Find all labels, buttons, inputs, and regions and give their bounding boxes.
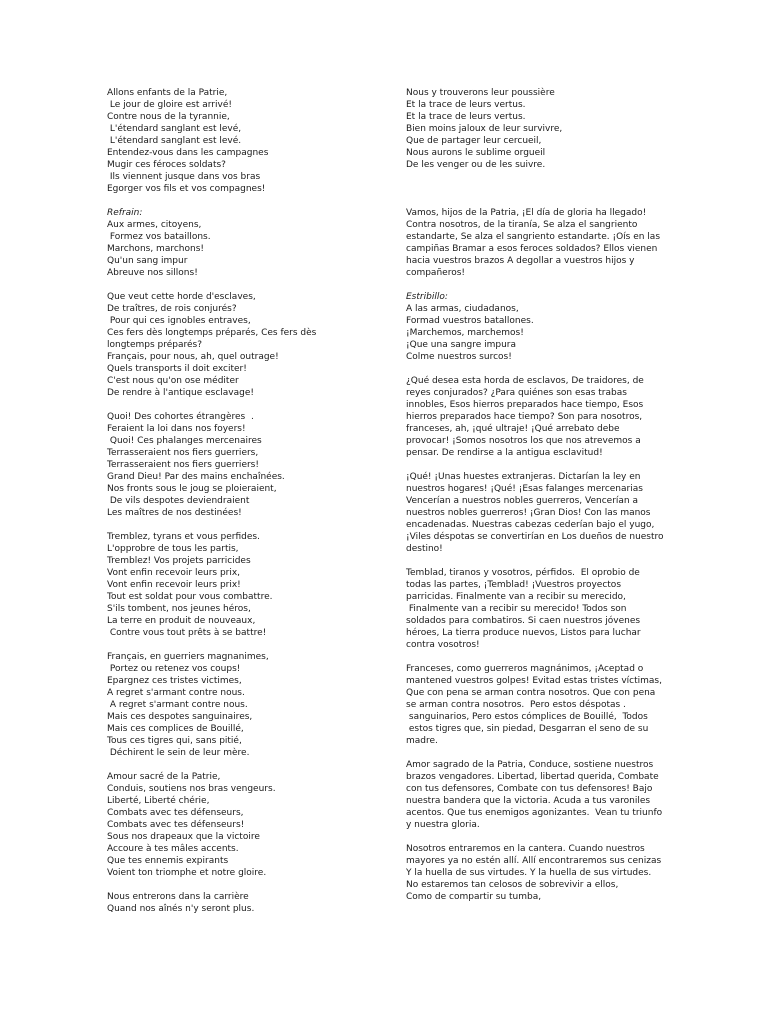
text-line: Que veut cette horde d'esclaves, <box>107 292 256 302</box>
text-line: Amor sagrado de la Patria, Conduce, sostiene nuestros <box>406 760 654 770</box>
text-line: Vont enfin recevoir leurs prix, <box>107 568 241 578</box>
text-line: L'étendard sanglant est levé. <box>107 136 242 146</box>
text-line: Temblad, tiranos y vosotros, pérfidos. El oprobio de <box>406 568 640 578</box>
text-line: contra vosotros! <box>406 640 480 650</box>
text-line: Quoi! Des cohortes étrangères . <box>107 412 254 422</box>
text-line: Que con pena se arman contra nosotros. Que con pena <box>406 688 656 698</box>
text-line: Tremblez! Vos projets parricides <box>107 556 251 566</box>
text-line: Entendez-vous dans les campagnes <box>107 148 269 158</box>
text-line: Déchirent le sein de leur mère. <box>107 748 250 758</box>
text-line: Portez ou retenez vos coups! <box>107 664 241 674</box>
text-line: Terrasseraient nos fiers guerriers! <box>107 460 259 470</box>
text-line: Mais ces despotes sanguinaires, <box>107 712 253 722</box>
text-line: Aux armes, citoyens, <box>107 220 202 230</box>
text-line: Como de compartir su tumba, <box>406 892 542 902</box>
text-line: Français, pour nous, ah, quel outrage! <box>107 352 279 362</box>
text-line: Pour qui ces ignobles entraves, <box>107 316 251 326</box>
text-line: De rendre à l'antique esclavage! <box>107 388 254 398</box>
text-line: C'est nous qu'on ose méditer <box>107 376 239 386</box>
text-line: hierros preparados hace tiempo? Son para nosotros, <box>406 412 643 422</box>
text-line: hacia vuestros brazos A degollar a vuestros hijos y <box>406 256 635 266</box>
spanish-verse-2 <box>406 375 668 459</box>
text-line: Grand Dieu! Par des mains enchaînées. <box>107 472 285 482</box>
text-line: mayores ya no estén allí. Allí encontraremos sus cenizas <box>406 856 662 866</box>
text-line: A regret s'armant contre nous. <box>107 700 248 710</box>
spanish-verse-1 <box>406 207 668 279</box>
text-line: Franceses, como guerreros magnánimos, ¡Aceptad o <box>406 664 644 674</box>
text-line: Sous nos drapeaux que la victoire <box>107 832 260 842</box>
spanish-verse-6 <box>406 759 668 831</box>
text-line: Le jour de gloire est arrivé! <box>107 100 232 110</box>
text-line: Nous y trouverons leur poussière <box>406 88 555 98</box>
text-line: Ils viennent jusque dans vos bras <box>107 172 261 182</box>
text-line: Formad vuestros batallones. <box>406 316 534 326</box>
text-line: parricidas. Finalmente van a recibir su merecido, <box>406 592 626 602</box>
text-line: Nos fronts sous le joug se ploieraient, <box>107 484 277 494</box>
text-line: nuestros nobles guerreros! ¡Gran Dios! Con las manos <box>406 508 651 518</box>
spanish-verse-7 <box>406 843 668 903</box>
text-line: Feraient la loi dans nos foyers! <box>107 424 246 434</box>
text-line: todas las partes, ¡Temblad! ¡Vuestros proyectos <box>406 580 622 590</box>
text-line: Vencerían a nuestros nobles guerreros, Vencerían a <box>406 496 639 506</box>
text-line: acentos. Que tus enemigos agonizantes. Vean tu triunfo <box>406 808 663 818</box>
text-line: innobles, Esos hierros preparados hace tiempo, Esos <box>406 400 644 410</box>
text-line: Accoure à tes mâles accents. <box>107 844 239 854</box>
text-line: Contre nous de la tyrannie, <box>107 112 230 122</box>
text-line: Liberté, Liberté chérie, <box>107 796 210 806</box>
text-line: campiñas Bramar a esos feroces soldados? Ellos vienen <box>406 244 658 254</box>
text-line: Français, en guerriers magnanimes, <box>107 652 269 662</box>
french-stanza-continuation <box>406 87 668 171</box>
stanza-5 <box>107 651 387 759</box>
text-line: Combats avec tes défenseurs, <box>107 808 244 818</box>
text-line: Formez vos bataillons. <box>107 232 211 242</box>
text-line: Et la trace de leurs vertus. <box>406 100 526 110</box>
text-line: De traîtres, de rois conjurés? <box>107 304 237 314</box>
stanza-3 <box>107 411 387 519</box>
text-line: Quoi! Ces phalanges mercenaires <box>107 436 262 446</box>
text-line: Nous aurons le sublime orgueil <box>406 148 546 158</box>
stanza-6 <box>107 771 387 879</box>
text-line: Quels transports il doit exciter! <box>107 364 247 374</box>
text-line: Epargnez ces tristes victimes, <box>107 676 242 686</box>
text-line: encadenadas. Nuestras cabezas cederían bajo el yugo, <box>406 520 655 530</box>
spanish-verse-4 <box>406 567 668 651</box>
text-line: sanguinarios, Pero estos cómplices de Bouillé, Todos <box>406 712 648 722</box>
text-line: mantened vuestros golpes! Evitad estas tristes víctimas, <box>406 676 662 686</box>
text-line: Mais ces complices de Bouillé, <box>107 724 244 734</box>
text-line: y nuestra gloria. <box>406 820 480 830</box>
text-line: pensar. De rendirse a la antigua esclavitud! <box>406 448 603 458</box>
text-line: Et la trace de leurs vertus. <box>406 112 526 122</box>
text-line: franceses, ah, ¡qué ultraje! ¡Qué arrebato debe <box>406 424 620 434</box>
text-line: Combats avec tes défenseurs! <box>107 820 245 830</box>
text-line: Tremblez, tyrans et vous perfides. <box>107 532 260 542</box>
text-line: ¡Que una sangre impura <box>406 340 516 350</box>
text-line: Qu'un sang impur <box>107 256 188 266</box>
text-line: Tout est soldat pour vous combattre. <box>107 592 273 602</box>
spanish-verse-5 <box>406 663 668 747</box>
text-line: madre. <box>406 736 438 746</box>
text-line: estos tigres que, sin piedad, Desgarran el seno de su <box>406 724 649 734</box>
text-line: Que tes ennemis expirants <box>107 856 229 866</box>
text-line: longtemps préparés? <box>107 340 203 350</box>
text-line: Abreuve nos sillons! <box>107 268 198 278</box>
text-line: Nosotros entraremos en la cantera. Cuando nuestros <box>406 844 645 854</box>
text-line: Marchons, marchons! <box>107 244 205 254</box>
text-line: No estaremos tan celosos de sobrevivir a ellos, <box>406 880 619 890</box>
text-line: A regret s'armant contre nous. <box>107 688 245 698</box>
text-line: Quand nos aînés n'y seront plus. <box>107 904 255 914</box>
text-line: Colme nuestros surcos! <box>406 352 512 362</box>
text-line: Que de partager leur cercueil, <box>406 136 542 146</box>
text-line: A las armas, ciudadanos, <box>406 304 519 314</box>
text-line: Amour sacré de la Patrie, <box>107 772 221 782</box>
text-line: Mugir ces féroces soldats? <box>107 160 226 170</box>
text-line: ¡Viles déspotas se convertirían en Los dueños de nuestro <box>406 532 664 542</box>
refrain <box>107 219 387 279</box>
text-line: L'opprobre de tous les partis, <box>107 544 239 554</box>
stanza-7 <box>107 891 387 915</box>
text-line: Contra nosotros, de la tiranía, Se alza el sangriento <box>406 220 638 230</box>
text-line: ¿Qué desea esta horda de esclavos, De traidores, de <box>406 376 644 386</box>
text-line: Allons enfants de la Patrie, <box>107 88 228 98</box>
text-line: Egorger vos fils et vos compagnes! <box>107 184 266 194</box>
refrain-heading: Refrain: <box>107 208 143 218</box>
text-line: soldados para combatiros. Si caen nuestros jóvenes <box>406 616 641 626</box>
french-lyrics-column <box>107 87 387 915</box>
text-line: nuestra bandera que la victoria. Acuda a tus varoniles <box>406 796 651 806</box>
stanza-1 <box>107 87 387 195</box>
text-line: con tus defensores, Combate con tus defensores! Bajo <box>406 784 653 794</box>
text-line: Ces fers dès longtemps préparés, Ces fers dès <box>107 328 317 338</box>
spanish-verse-3 <box>406 471 668 555</box>
text-line: Y la huella de sus virtudes. Y la huella de sus virtudes. <box>406 868 652 878</box>
text-line: héroes, La tierra produce nuevos, Listos para luchar <box>406 628 641 638</box>
text-line: Vont enfin recevoir leurs prix! <box>107 580 241 590</box>
text-line: Terrasseraient nos fiers guerriers, <box>107 448 259 458</box>
text-line: Tous ces tigres qui, sans pitié, <box>107 736 242 746</box>
text-line: Voient ton triomphe et notre gloire. <box>107 868 267 878</box>
translation-column <box>406 87 668 903</box>
text-line: Les maîtres de nos destinées! <box>107 508 242 518</box>
text-line: nuestros hogares! ¡Qué! ¡Esas falanges mercenarias <box>406 484 643 494</box>
text-line: destino! <box>406 544 443 554</box>
text-line: S'ils tombent, nos jeunes héros, <box>107 604 251 614</box>
text-line: brazos vengadores. Libertad, libertad querida, Combate <box>406 772 659 782</box>
text-line: estandarte, Se alza el sangriento estandarte. ¡Oís en las <box>406 232 661 242</box>
text-line: Conduis, soutiens nos bras vengeurs. <box>107 784 276 794</box>
text-line: provocar! ¡Somos nosotros los que nos atrevemos a <box>406 436 641 446</box>
text-line: se arman contra nosotros. Pero estos déspotas . <box>406 700 626 710</box>
text-line: ¡Qué! ¡Unas huestes extranjeras. Dictarían la ley en <box>406 472 641 482</box>
text-line: De les venger ou de les suivre. <box>406 160 546 170</box>
text-line: reyes conjurados? ¿Para quiénes son esas trabas <box>406 388 627 398</box>
text-line: L'étendard sanglant est levé, <box>107 124 242 134</box>
stanza-4 <box>107 531 387 639</box>
text-line: De vils despotes deviendraient <box>107 496 250 506</box>
stanza-2 <box>107 291 387 399</box>
text-line: La terre en produit de nouveaux, <box>107 616 256 626</box>
text-line: Vamos, hijos de la Patria, ¡El día de gloria ha llegado! <box>406 208 647 218</box>
estribillo <box>406 303 668 363</box>
text-line: compañeros! <box>406 268 465 278</box>
text-line: Bien moins jaloux de leur survivre, <box>406 124 563 134</box>
text-line: Finalmente van a recibir su merecido! Todos son <box>406 604 627 614</box>
estribillo-heading: Estribillo: <box>406 292 448 302</box>
text-line: Contre vous tout prêts à se battre! <box>107 628 267 638</box>
text-line: Nous entrerons dans la carrière <box>107 892 249 902</box>
text-line: ¡Marchemos, marchemos! <box>406 328 524 338</box>
